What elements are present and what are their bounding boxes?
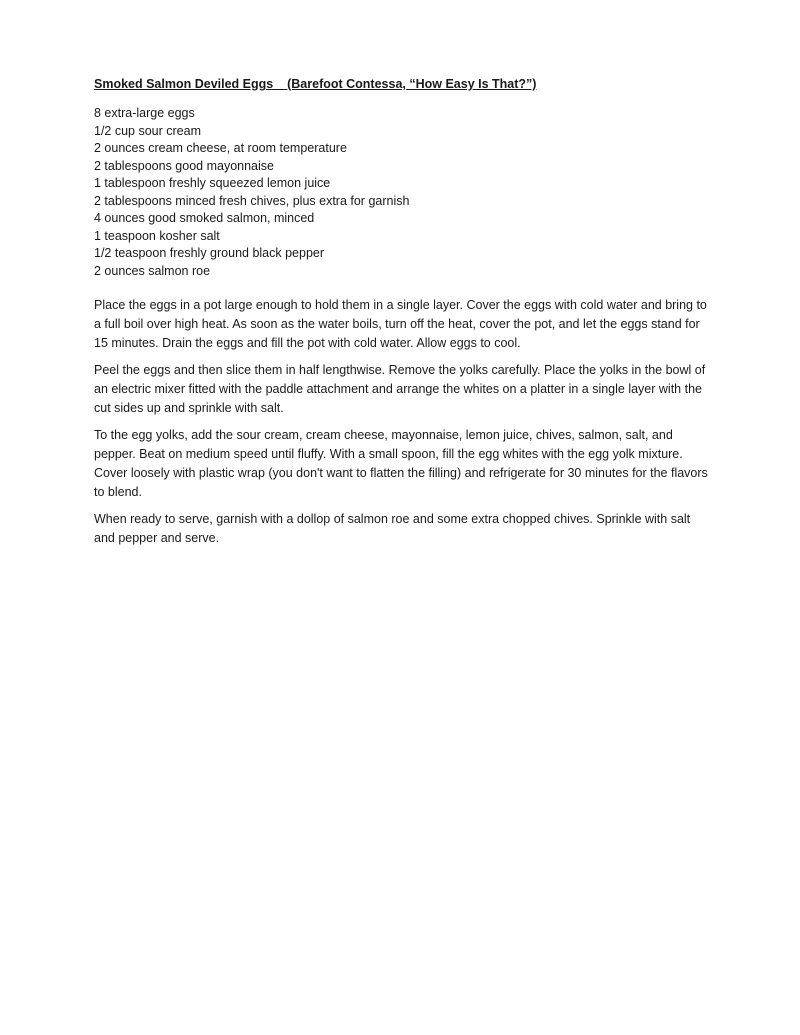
ingredient-item: 2 tablespoons good mayonnaise xyxy=(94,158,274,173)
ingredient-item: 4 ounces good smoked salmon, minced xyxy=(94,211,315,225)
ingredient-list xyxy=(94,105,714,280)
ingredient-item: 2 ounces cream cheese, at room temperature xyxy=(94,141,347,155)
recipe-document xyxy=(94,75,714,556)
instruction-step-fill: To the egg yolks, add the sour cream, cream cheese, mayonnaise, lemon juice, chives, salmon, salt, and pepper. Beat on medium speed until fluffy. With a small spoon, fill the egg whites with the egg yolk mixture. Cover loosely with plastic wrap (you don't want to flatten the filling) and refrigerate for 30 minutes for the flavors to blend. xyxy=(94,428,708,499)
ingredient-item: 1 tablespoon freshly squeezed lemon juice xyxy=(94,176,331,190)
ingredient-item: 8 extra-large eggs xyxy=(94,106,195,120)
instruction-step-peel: Peel the eggs and then slice them in half lengthwise. Remove the yolks carefully. Place the yolks in the bowl of an electric mixer fitted with the paddle attachment and arrange the whites on a platter in a single layer with the cut sides up and sprinkle with salt. xyxy=(94,363,706,415)
instruction-step-boil: Place the eggs in a pot large enough to hold them in a single layer. Cover the eggs with cold water and bring to a full boil over high heat. As soon as the water boils, turn off the heat, cover the pot, and let the eggs stand for 15 minutes. Drain the eggs and fill the pot with cold water. Allow eggs to cool. xyxy=(94,298,707,350)
ingredient-item: 1/2 cup sour cream xyxy=(94,123,201,138)
recipe-title: Smoked Salmon Deviled Eggs (Barefoot Contessa, “How Easy Is That?”) xyxy=(94,77,537,91)
ingredient-item: 1 teaspoon kosher salt xyxy=(94,228,220,243)
instruction-step-serve: When ready to serve, garnish with a dollop of salmon roe and some extra chopped chives. Sprinkle with salt and pepper and serve. xyxy=(94,512,691,545)
ingredient-item: 1/2 teaspoon freshly ground black pepper xyxy=(94,246,325,260)
ingredient-item: 2 tablespoons minced fresh chives, plus extra for garnish xyxy=(94,193,410,208)
ingredient-item: 2 ounces salmon roe xyxy=(94,263,211,278)
